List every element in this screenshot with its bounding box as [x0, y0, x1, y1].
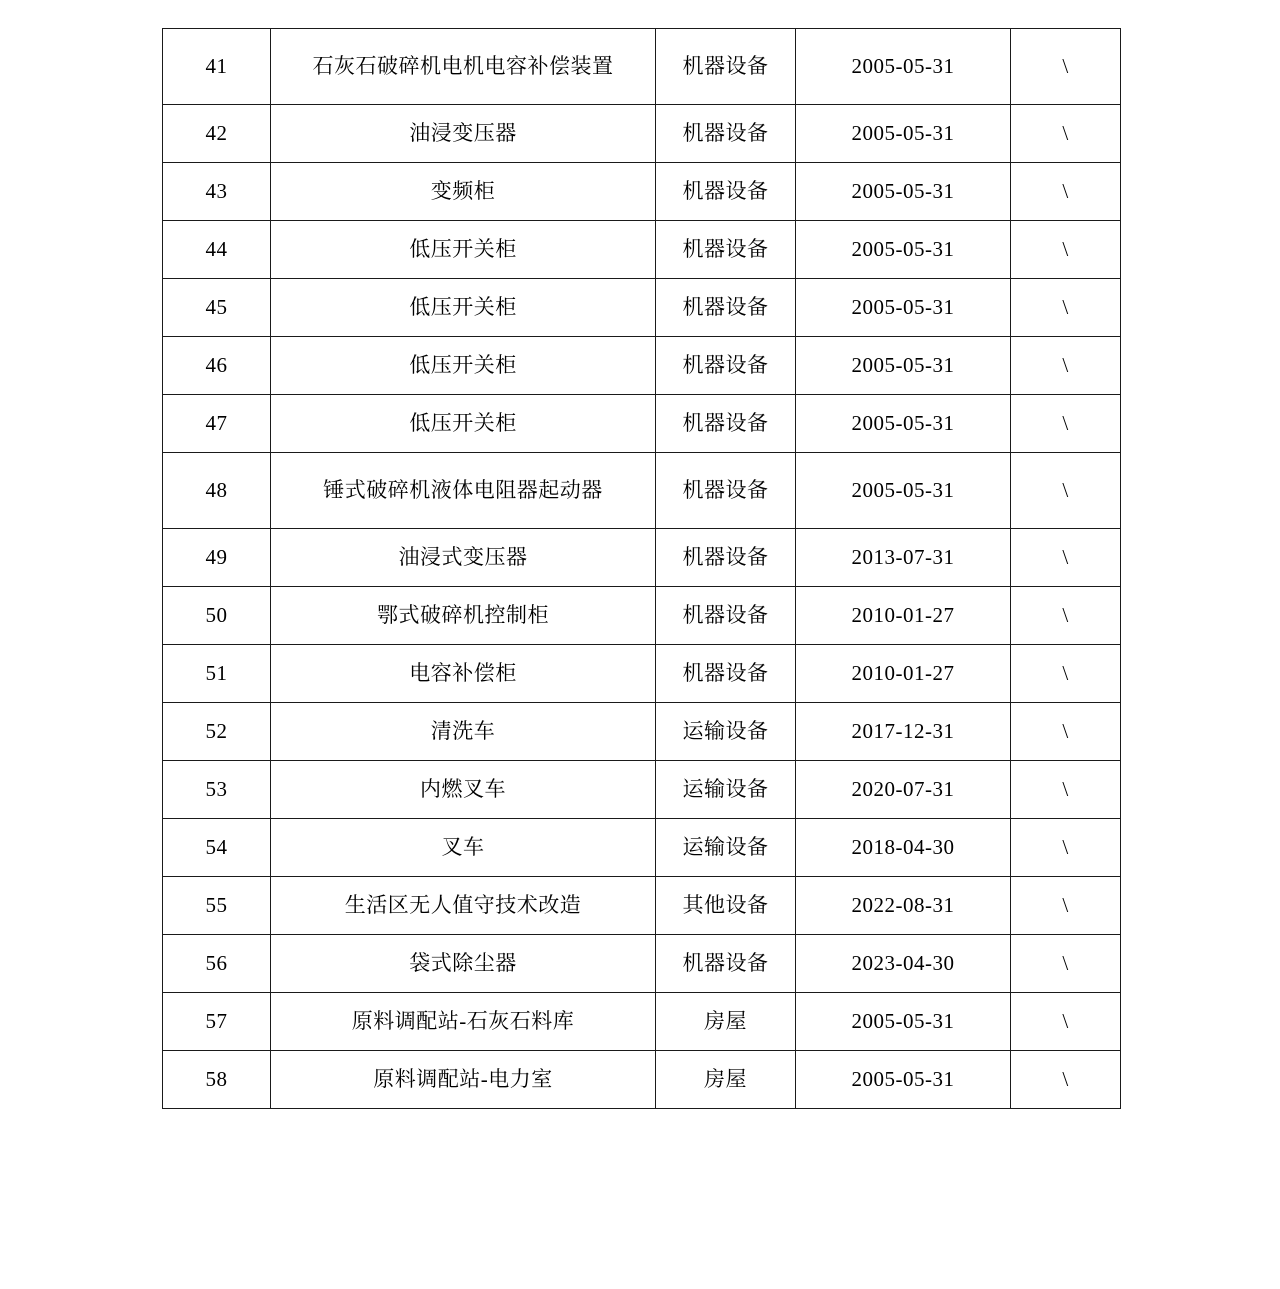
table-row	[163, 105, 1121, 163]
cell-remark: \	[1011, 761, 1121, 819]
cell-asset-name: 油浸变压器	[271, 105, 656, 163]
table-row	[163, 221, 1121, 279]
cell-serial-number: 52	[163, 703, 271, 761]
cell-asset-category: 机器设备	[656, 395, 796, 453]
cell-asset-name: 低压开关柜	[271, 221, 656, 279]
cell-remark: \	[1011, 395, 1121, 453]
cell-asset-name: 锤式破碎机液体电阻器起动器	[271, 453, 656, 529]
table-row	[163, 453, 1121, 529]
cell-acquisition-date: 2005-05-31	[796, 163, 1011, 221]
cell-asset-category: 机器设备	[656, 29, 796, 105]
cell-acquisition-date: 2005-05-31	[796, 1051, 1011, 1109]
cell-serial-number: 46	[163, 337, 271, 395]
cell-asset-category: 机器设备	[656, 529, 796, 587]
cell-serial-number: 45	[163, 279, 271, 337]
table-row	[163, 395, 1121, 453]
cell-asset-category: 机器设备	[656, 163, 796, 221]
cell-remark: \	[1011, 935, 1121, 993]
cell-serial-number: 43	[163, 163, 271, 221]
table-row	[163, 279, 1121, 337]
table-row	[163, 703, 1121, 761]
table-row	[163, 587, 1121, 645]
cell-asset-name: 低压开关柜	[271, 279, 656, 337]
cell-acquisition-date: 2022-08-31	[796, 877, 1011, 935]
asset-table-body	[163, 29, 1121, 1109]
cell-serial-number: 49	[163, 529, 271, 587]
cell-remark: \	[1011, 453, 1121, 529]
cell-asset-category: 机器设备	[656, 935, 796, 993]
cell-asset-name: 油浸式变压器	[271, 529, 656, 587]
cell-asset-category: 运输设备	[656, 761, 796, 819]
cell-asset-category: 运输设备	[656, 703, 796, 761]
cell-serial-number: 47	[163, 395, 271, 453]
cell-remark: \	[1011, 587, 1121, 645]
cell-acquisition-date: 2005-05-31	[796, 395, 1011, 453]
cell-serial-number: 53	[163, 761, 271, 819]
cell-remark: \	[1011, 993, 1121, 1051]
cell-asset-category: 机器设备	[656, 337, 796, 395]
cell-asset-category: 机器设备	[656, 279, 796, 337]
cell-serial-number: 55	[163, 877, 271, 935]
cell-asset-name: 低压开关柜	[271, 337, 656, 395]
cell-serial-number: 56	[163, 935, 271, 993]
table-row	[163, 761, 1121, 819]
table-row	[163, 163, 1121, 221]
table-row	[163, 29, 1121, 105]
cell-acquisition-date: 2020-07-31	[796, 761, 1011, 819]
table-row	[163, 993, 1121, 1051]
cell-serial-number: 48	[163, 453, 271, 529]
cell-acquisition-date: 2017-12-31	[796, 703, 1011, 761]
cell-serial-number: 41	[163, 29, 271, 105]
cell-acquisition-date: 2010-01-27	[796, 587, 1011, 645]
cell-asset-name: 电容补偿柜	[271, 645, 656, 703]
cell-asset-category: 房屋	[656, 993, 796, 1051]
cell-acquisition-date: 2005-05-31	[796, 993, 1011, 1051]
cell-acquisition-date: 2013-07-31	[796, 529, 1011, 587]
cell-asset-name: 低压开关柜	[271, 395, 656, 453]
cell-remark: \	[1011, 105, 1121, 163]
table-row	[163, 337, 1121, 395]
cell-serial-number: 57	[163, 993, 271, 1051]
cell-acquisition-date: 2018-04-30	[796, 819, 1011, 877]
cell-serial-number: 58	[163, 1051, 271, 1109]
cell-asset-category: 运输设备	[656, 819, 796, 877]
cell-acquisition-date: 2023-04-30	[796, 935, 1011, 993]
asset-table-container	[162, 28, 1120, 1109]
cell-asset-category: 其他设备	[656, 877, 796, 935]
cell-acquisition-date: 2010-01-27	[796, 645, 1011, 703]
cell-remark: \	[1011, 29, 1121, 105]
cell-acquisition-date: 2005-05-31	[796, 221, 1011, 279]
cell-remark: \	[1011, 337, 1121, 395]
cell-asset-category: 房屋	[656, 1051, 796, 1109]
cell-remark: \	[1011, 819, 1121, 877]
cell-remark: \	[1011, 703, 1121, 761]
cell-asset-name: 生活区无人值守技术改造	[271, 877, 656, 935]
cell-asset-name: 变频柜	[271, 163, 656, 221]
cell-remark: \	[1011, 645, 1121, 703]
asset-table	[162, 28, 1121, 1109]
cell-asset-name: 鄂式破碎机控制柜	[271, 587, 656, 645]
cell-serial-number: 54	[163, 819, 271, 877]
cell-asset-category: 机器设备	[656, 105, 796, 163]
cell-asset-name: 袋式除尘器	[271, 935, 656, 993]
cell-acquisition-date: 2005-05-31	[796, 279, 1011, 337]
cell-asset-name: 清洗车	[271, 703, 656, 761]
cell-asset-category: 机器设备	[656, 221, 796, 279]
table-row	[163, 529, 1121, 587]
cell-serial-number: 50	[163, 587, 271, 645]
table-row	[163, 1051, 1121, 1109]
cell-asset-name: 原料调配站-电力室	[271, 1051, 656, 1109]
cell-asset-name: 石灰石破碎机电机电容补偿装置	[271, 29, 656, 105]
cell-serial-number: 44	[163, 221, 271, 279]
cell-remark: \	[1011, 221, 1121, 279]
cell-remark: \	[1011, 529, 1121, 587]
cell-acquisition-date: 2005-05-31	[796, 29, 1011, 105]
cell-serial-number: 51	[163, 645, 271, 703]
cell-asset-name: 原料调配站-石灰石料库	[271, 993, 656, 1051]
table-row	[163, 645, 1121, 703]
cell-asset-category: 机器设备	[656, 645, 796, 703]
cell-asset-name: 内燃叉车	[271, 761, 656, 819]
cell-acquisition-date: 2005-05-31	[796, 105, 1011, 163]
table-row	[163, 935, 1121, 993]
cell-remark: \	[1011, 1051, 1121, 1109]
cell-asset-category: 机器设备	[656, 587, 796, 645]
cell-acquisition-date: 2005-05-31	[796, 453, 1011, 529]
cell-asset-category: 机器设备	[656, 453, 796, 529]
cell-asset-name: 叉车	[271, 819, 656, 877]
cell-serial-number: 42	[163, 105, 271, 163]
cell-remark: \	[1011, 877, 1121, 935]
table-row	[163, 877, 1121, 935]
cell-remark: \	[1011, 279, 1121, 337]
cell-remark: \	[1011, 163, 1121, 221]
table-row	[163, 819, 1121, 877]
cell-acquisition-date: 2005-05-31	[796, 337, 1011, 395]
